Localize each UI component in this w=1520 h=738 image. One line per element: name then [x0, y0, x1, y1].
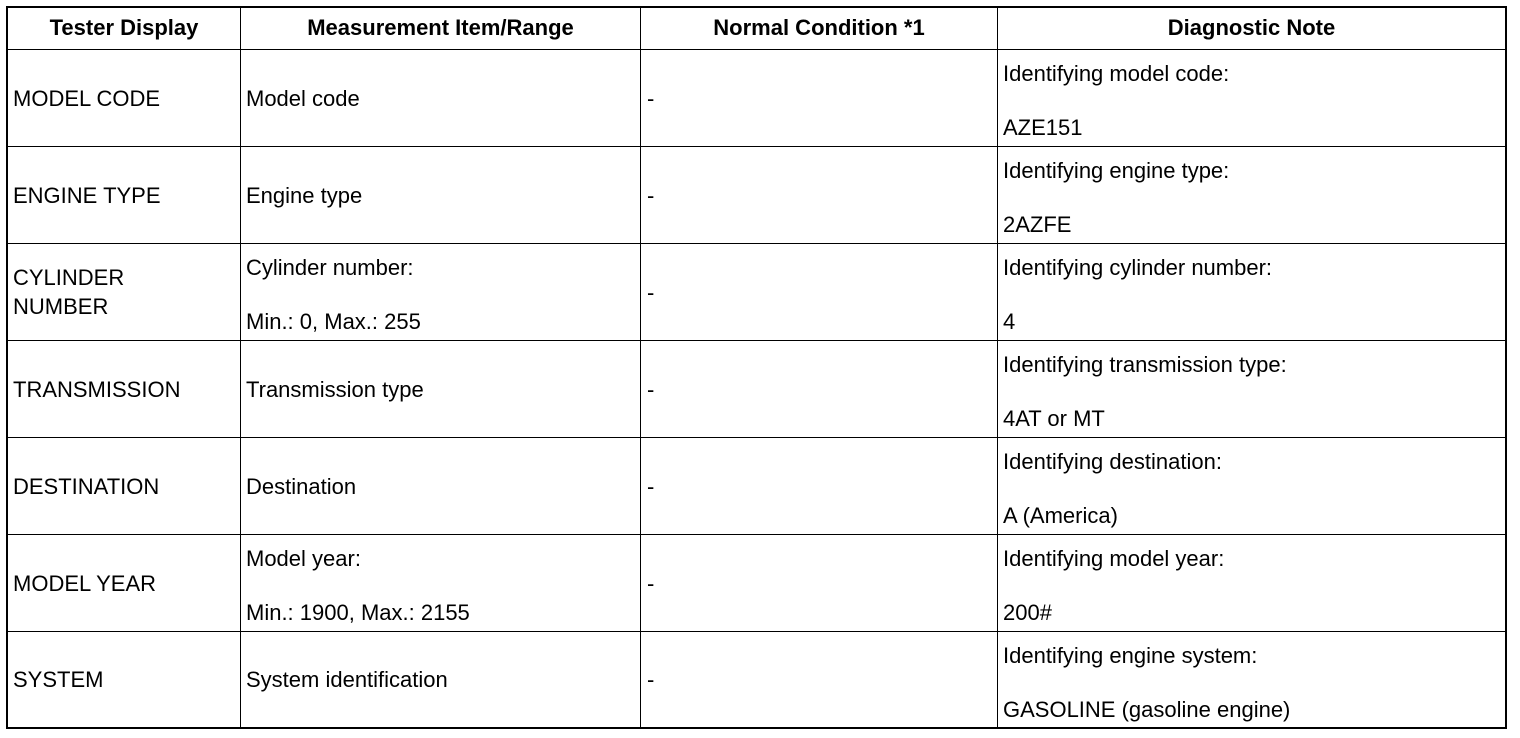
note-value: 200#	[1003, 600, 1052, 625]
item-label: Model year:	[246, 546, 361, 571]
table-header-row	[8, 8, 1505, 50]
tester-display-cell: TRANSMISSION	[8, 341, 241, 437]
table-row	[8, 632, 1505, 727]
table-row	[8, 50, 1505, 147]
note-label: Identifying transmission type:	[1003, 352, 1287, 377]
header-normal-condition: Normal Condition *1	[641, 8, 998, 49]
tester-display-cell: SYSTEM	[8, 632, 241, 727]
normal-condition-cell: -	[641, 535, 998, 631]
tester-display-line: CYLINDER	[13, 265, 125, 290]
note-value: A (America)	[1003, 503, 1118, 528]
note-value: 4	[1003, 309, 1016, 334]
table-row	[8, 535, 1505, 632]
note-label: Identifying cylinder number:	[1003, 255, 1273, 280]
note-label: Identifying engine system:	[1003, 643, 1258, 668]
diagnostic-data-table	[6, 6, 1507, 729]
measurement-item-cell: System identification	[241, 632, 641, 727]
table-row	[8, 341, 1505, 438]
normal-condition-cell: -	[641, 50, 998, 146]
tester-display-line: NUMBER	[13, 294, 109, 319]
diagnostic-note-cell	[998, 244, 1505, 340]
note-label: Identifying model year:	[1003, 546, 1225, 571]
measurement-item-cell: Model code	[241, 50, 641, 146]
normal-condition-cell: -	[641, 438, 998, 534]
diagnostic-note-cell	[998, 535, 1505, 631]
table-row	[8, 147, 1505, 244]
diagnostic-note-cell	[998, 147, 1505, 243]
normal-condition-cell: -	[641, 341, 998, 437]
measurement-item-cell: Transmission type	[241, 341, 641, 437]
diagnostic-note-cell	[998, 50, 1505, 146]
note-value: GASOLINE (gasoline engine)	[1003, 697, 1291, 722]
normal-condition-cell: -	[641, 147, 998, 243]
item-range: Min.: 0, Max.: 255	[246, 309, 421, 334]
tester-display-cell: DESTINATION	[8, 438, 241, 534]
tester-display-cell: MODEL CODE	[8, 50, 241, 146]
note-label: Identifying destination:	[1003, 449, 1222, 474]
note-value: 2AZFE	[1003, 212, 1072, 237]
tester-display-cell: ENGINE TYPE	[8, 147, 241, 243]
measurement-item-cell: Engine type	[241, 147, 641, 243]
tester-display-cell: MODEL YEAR	[8, 535, 241, 631]
table-row	[8, 244, 1505, 341]
normal-condition-cell: -	[641, 244, 998, 340]
header-measurement-item: Measurement Item/Range	[241, 8, 641, 49]
item-range: Min.: 1900, Max.: 2155	[246, 600, 470, 625]
note-label: Identifying model code:	[1003, 61, 1230, 86]
header-tester-display: Tester Display	[8, 8, 241, 49]
measurement-item-cell: Destination	[241, 438, 641, 534]
measurement-item-cell	[241, 535, 641, 631]
diagnostic-note-cell	[998, 632, 1505, 727]
measurement-item-cell	[241, 244, 641, 340]
note-value: 4AT or MT	[1003, 406, 1105, 431]
table-row	[8, 438, 1505, 535]
diagnostic-note-cell	[998, 438, 1505, 534]
item-label: Cylinder number:	[246, 255, 414, 280]
normal-condition-cell: -	[641, 632, 998, 727]
header-diagnostic-note: Diagnostic Note	[1167, 15, 1336, 40]
diagnostic-note-cell	[998, 341, 1505, 437]
note-label: Identifying engine type:	[1003, 158, 1230, 183]
tester-display-cell	[8, 244, 241, 340]
note-value: AZE151	[1003, 115, 1083, 140]
